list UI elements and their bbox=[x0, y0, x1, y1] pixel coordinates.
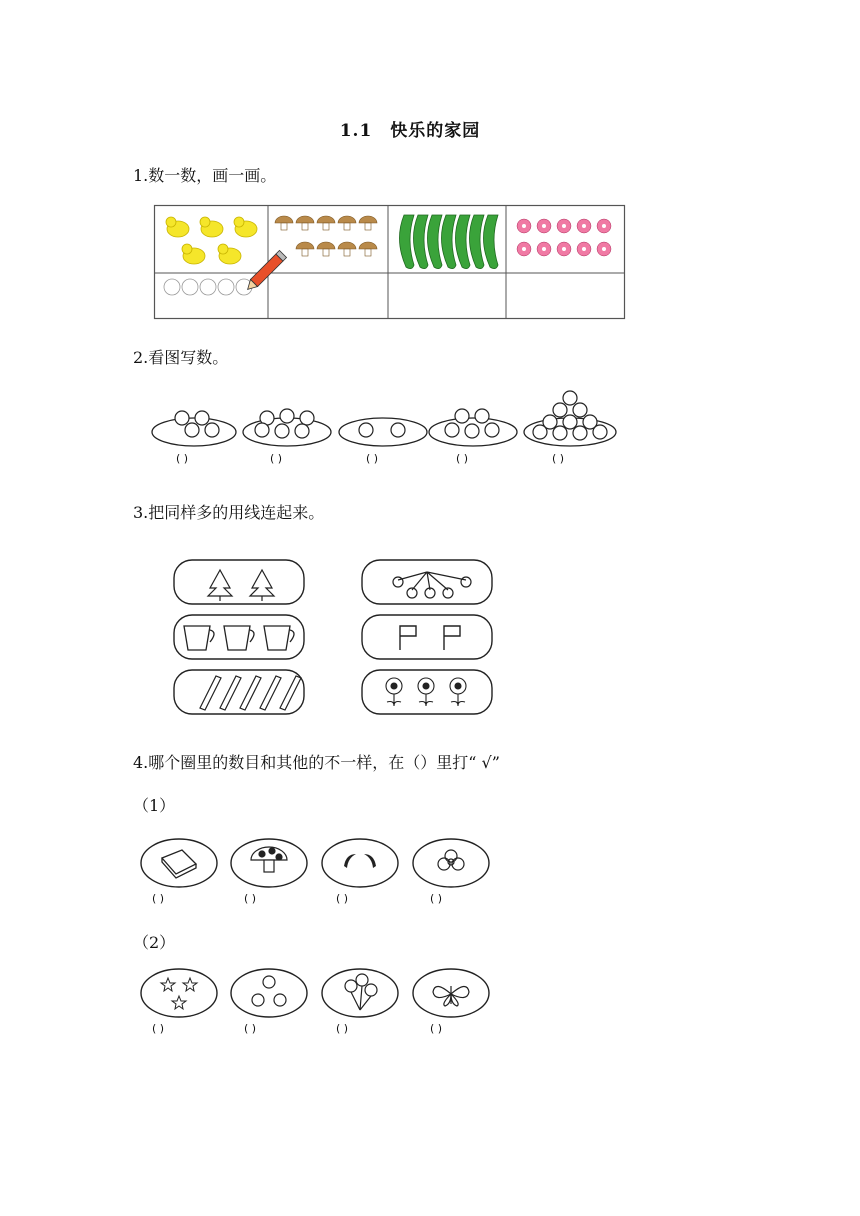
question-1-text: 1.数一数，画一画。 bbox=[133, 166, 277, 185]
chick-icons bbox=[166, 217, 257, 264]
mushroom-spotted-icon bbox=[251, 847, 287, 872]
stick-icons bbox=[200, 676, 301, 710]
star-icons bbox=[161, 978, 197, 1009]
apple-plates bbox=[150, 388, 620, 463]
count-draw-table bbox=[154, 205, 626, 320]
question-3-text: 3.把同样多的用线连起来。 bbox=[133, 503, 325, 522]
butterfly-icon bbox=[433, 986, 469, 1006]
tree-icons bbox=[208, 570, 274, 601]
leaf-pair-icon bbox=[344, 854, 376, 868]
q4-2-paren-2[interactable]: ( ) bbox=[244, 1022, 257, 1035]
answer-paren-2[interactable]: ( ) bbox=[270, 452, 283, 465]
apple-icons bbox=[175, 391, 607, 440]
flower-single-icon bbox=[438, 850, 464, 870]
q4-2-paren-3[interactable]: ( ) bbox=[336, 1022, 349, 1035]
question-4-part-1: （1） bbox=[133, 796, 176, 815]
drawing-circles bbox=[164, 279, 252, 295]
balloon-icons bbox=[345, 974, 377, 1010]
flower-outline-icons bbox=[386, 678, 466, 706]
q4-part1-circles bbox=[138, 836, 498, 896]
flag-icons bbox=[400, 626, 460, 650]
pencil-icon bbox=[244, 250, 286, 292]
question-4-text: 4.哪个圈里的数目和其他的不一样，在（）里打“ √” bbox=[133, 753, 500, 772]
question-2-text: 2.看图写数。 bbox=[133, 348, 229, 367]
answer-paren-1[interactable]: ( ) bbox=[176, 452, 189, 465]
q4-1-paren-2[interactable]: ( ) bbox=[244, 892, 257, 905]
question-4-part-2: （2） bbox=[133, 933, 176, 952]
cup-icons bbox=[184, 626, 294, 650]
answer-paren-4[interactable]: ( ) bbox=[456, 452, 469, 465]
mushroom-icons bbox=[275, 216, 377, 256]
matching-boxes bbox=[172, 558, 497, 718]
q4-2-paren-4[interactable]: ( ) bbox=[430, 1022, 443, 1035]
q4-1-paren-1[interactable]: ( ) bbox=[152, 892, 165, 905]
cucumber-icons bbox=[399, 215, 498, 269]
book-icon bbox=[162, 850, 196, 878]
answer-paren-3[interactable]: ( ) bbox=[366, 452, 379, 465]
page-title: 1.1 快乐的家园 bbox=[339, 121, 481, 141]
ring-icons bbox=[252, 976, 286, 1006]
cherry-icons bbox=[393, 572, 471, 598]
answer-paren-5[interactable]: ( ) bbox=[552, 452, 565, 465]
q4-2-paren-1[interactable]: ( ) bbox=[152, 1022, 165, 1035]
q4-part2-circles bbox=[138, 966, 498, 1026]
q4-1-paren-4[interactable]: ( ) bbox=[430, 892, 443, 905]
q4-1-paren-3[interactable]: ( ) bbox=[336, 892, 349, 905]
